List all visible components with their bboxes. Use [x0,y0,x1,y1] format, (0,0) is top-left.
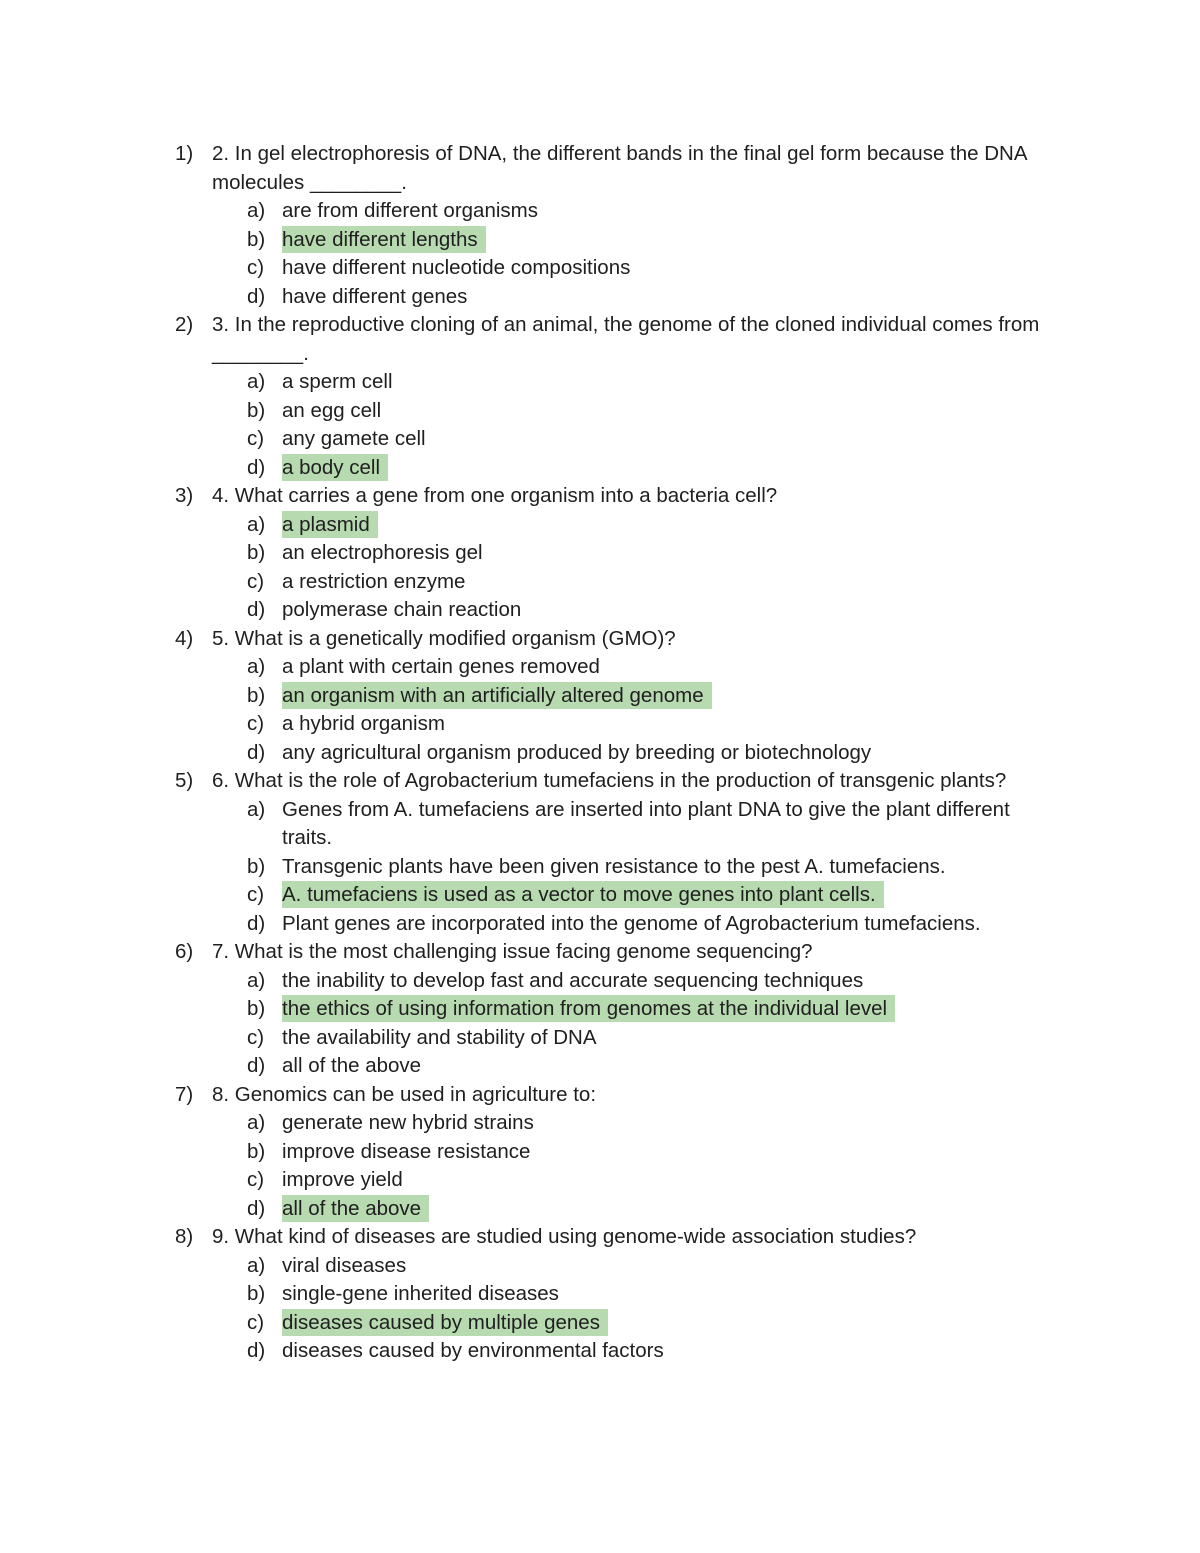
question-2 [0,311,1200,482]
option-letter: d) [247,284,266,308]
answer-option-correct [0,995,1200,1024]
answer-option [0,1052,1200,1081]
option-text: are from different organisms [282,199,538,222]
answer-option [0,197,1200,226]
question-6 [0,938,1200,1081]
question-number: 5) [175,769,194,792]
option-letter: c) [247,427,265,450]
question-text: 7. What is the most challenging issue facing genome sequencing? [212,940,813,963]
answer-option [0,1252,1200,1281]
option-letter: d) [247,911,266,935]
option-letter: a) [247,1111,266,1134]
answer-option [0,796,1200,853]
document-body [0,140,1200,1366]
answer-option [0,539,1200,568]
answer-option [0,1280,1200,1309]
question-1 [0,140,1200,311]
option-letter: a) [247,655,266,678]
option-letter: d) [247,740,266,764]
option-text: have different genes [282,284,468,308]
highlighted-answer: a plasmid [282,511,378,538]
option-letter: b) [247,1139,266,1163]
answer-option [0,910,1200,939]
option-text: a restriction enzyme [282,569,466,593]
option-letter: a) [247,512,266,536]
option-letter: b) [247,1282,266,1305]
option-letter: a) [247,199,266,222]
answer-option [0,397,1200,426]
option-letter: b) [247,541,266,564]
option-text: viral diseases [282,1253,407,1277]
option-letter: d) [247,1196,266,1220]
answer-option-correct [0,1309,1200,1338]
option-letter: d) [247,598,266,621]
answer-option [0,254,1200,283]
option-text: the inability to develop fast and accurate sequencing techniques [282,968,864,992]
option-text: a sperm cell [282,370,393,393]
question-number: 1) [175,142,194,165]
answer-option-correct [0,881,1200,910]
option-letter: d) [247,1339,266,1362]
option-letter: c) [247,1025,265,1049]
question-number: 7) [175,1082,194,1106]
answer-option [0,283,1200,312]
answer-option [0,425,1200,454]
answer-option-correct [0,1195,1200,1224]
question-5 [0,767,1200,938]
option-text: generate new hybrid strains [282,1111,534,1134]
option-text: polymerase chain reaction [282,598,522,621]
highlighted-answer: all of the above [282,1195,429,1222]
question-text: 8. Genomics can be used in agriculture to: [212,1082,597,1106]
answer-option [0,710,1200,739]
question-number: 4) [175,626,194,650]
option-text: any agricultural organism produced by breeding or biotechnology [282,740,872,764]
option-letter: c) [247,1310,265,1334]
option-letter: b) [247,997,266,1020]
option-text: have different nucleotide compositions [282,256,631,279]
option-text: all of the above [282,1054,422,1077]
answer-option [0,1166,1200,1195]
option-text: Genes from A. tumefaciens are inserted into plant DNA to give the plant different traits. [282,797,1010,849]
answer-option [0,853,1200,882]
option-letter: b) [247,227,266,251]
answer-option-correct [0,511,1200,540]
highlighted-answer: a body cell [282,454,388,481]
option-letter: c) [247,1168,265,1191]
option-text: an electrophoresis gel [282,541,483,564]
question-text: 9. What kind of diseases are studied using genome-wide association studies? [212,1225,917,1248]
option-text: a hybrid organism [282,712,445,735]
question-text: 5. What is a genetically modified organism (GMO)? [212,626,676,650]
question-text: 6. What is the role of Agrobacterium tumefaciens in the production of transgenic plants? [212,769,1007,792]
option-letter: a) [247,968,266,992]
answer-option [0,1024,1200,1053]
option-letter: b) [247,398,266,422]
highlighted-answer: an organism with an artificially altered genome [282,682,712,709]
option-text: Transgenic plants have been given resistance to the pest A. tumefaciens. [282,854,946,878]
option-text: improve disease resistance [282,1139,531,1163]
question-8 [0,1223,1200,1366]
highlighted-answer: diseases caused by multiple genes [282,1309,608,1336]
option-text: an egg cell [282,398,382,422]
highlighted-answer: the ethics of using information from genomes at the individual level [282,995,895,1022]
answer-option [0,1337,1200,1366]
option-letter: a) [247,797,266,821]
question-text: 4. What carries a gene from one organism into a bacteria cell? [212,484,778,507]
highlighted-answer: have different lengths [282,226,486,253]
option-letter: c) [247,712,265,735]
answer-option [0,368,1200,397]
option-letter: a) [247,1253,266,1277]
option-letter: a) [247,370,266,393]
option-text: single-gene inherited diseases [282,1282,559,1305]
option-text: Plant genes are incorporated into the genome of Agrobacterium tumefaciens. [282,911,981,935]
answer-option [0,653,1200,682]
answer-option-correct [0,682,1200,711]
answer-option-correct [0,454,1200,483]
question-text: 2. In gel electrophoresis of DNA, the different bands in the final gel form because the DNA molecules ________. [212,142,1027,194]
question-number: 8) [175,1225,194,1248]
question-number: 6) [175,940,194,963]
answer-option [0,1109,1200,1138]
answer-option [0,967,1200,996]
option-letter: b) [247,854,266,878]
option-text: a plant with certain genes removed [282,655,600,678]
option-text: diseases caused by environmental factors [282,1339,664,1362]
answer-option [0,1138,1200,1167]
answer-option-correct [0,226,1200,255]
question-4 [0,625,1200,768]
option-letter: c) [247,569,265,593]
option-text: the availability and stability of DNA [282,1025,597,1049]
option-letter: d) [247,455,266,479]
question-number: 2) [175,313,194,336]
option-letter: b) [247,683,266,707]
question-number: 3) [175,484,194,507]
option-letter: c) [247,256,265,279]
option-text: any gamete cell [282,427,426,450]
answer-option [0,739,1200,768]
option-letter: d) [247,1054,266,1077]
answer-option [0,596,1200,625]
option-text: improve yield [282,1168,403,1191]
answer-option [0,568,1200,597]
question-text: 3. In the reproductive cloning of an animal, the genome of the cloned individual comes from ________. [212,313,1040,365]
option-letter: c) [247,883,265,906]
question-7 [0,1081,1200,1224]
highlighted-answer: A. tumefaciens is used as a vector to move genes into plant cells. [282,881,884,908]
question-3 [0,482,1200,625]
